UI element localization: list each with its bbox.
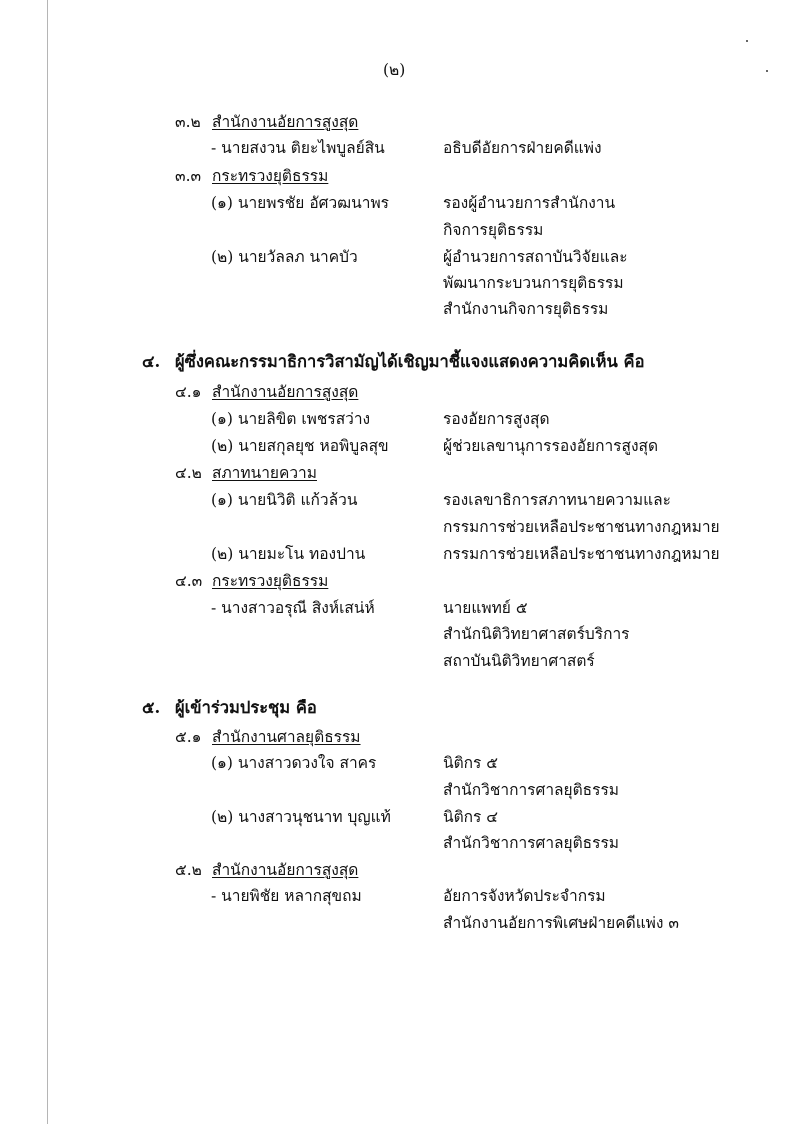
person-role: กรรมการช่วยเหลือประชาชนทางกฎหมาย (443, 545, 720, 563)
organization-heading: สำนักงานศาลยุติธรรม (212, 728, 361, 746)
organization-heading: กระทรวงยุติธรรม (212, 167, 329, 185)
page-edge-line (47, 0, 48, 1124)
person-role: รองเลขาธิการสภาทนายความและ (443, 491, 671, 509)
section-heading: ผู้ซึ่งคณะกรรมาธิการวิสามัญได้เชิญมาชี้แจงแสดงความคิดเห็น คือ (175, 352, 645, 371)
person-name: - นายพิชัย หลากสุขถม (211, 887, 362, 905)
person-name: (๒) นายวัลลภ นาคบัว (211, 248, 358, 266)
person-role: รองผู้อำนวยการสำนักงาน (443, 194, 616, 212)
person-name: (๑) นายนิวิติ แก้วล้วน (211, 491, 358, 509)
person-name: (๒) นายมะโน ทองปาน (211, 545, 366, 563)
person-role: สำนักวิชาการศาลยุติธรรม (443, 781, 620, 799)
person-name: (๒) นายสกุลยุช หอพิบูลสุข (211, 437, 389, 455)
person-name: (๑) นายลิขิต เพชรสว่าง (211, 410, 371, 428)
person-role: นิติกร ๔ (443, 808, 499, 826)
organization-heading: สภาทนายความ (212, 464, 317, 482)
person-role: สถาบันนิติวิทยาศาสตร์ (443, 652, 595, 670)
section-number: ๔.๒ (175, 464, 202, 482)
person-name: (๒) นางสาวนุชนาท บุญแท้ (211, 808, 391, 826)
section-number: ๔.๓ (175, 572, 203, 590)
section-number: ๕.๑ (175, 728, 202, 746)
scan-speck (746, 40, 748, 42)
person-role: พัฒนากระบวนการยุติธรรม (443, 274, 624, 292)
organization-heading: กระทรวงยุติธรรม (212, 572, 329, 590)
scan-speck (766, 70, 768, 72)
section-heading: ผู้เข้าร่วมประชุม คือ (175, 698, 317, 717)
person-role: สำนักวิชาการศาลยุติธรรม (443, 834, 620, 852)
section-number: ๔. (142, 352, 161, 371)
person-name: (๑) นายพรชัย อัศวฒนาพร (211, 194, 390, 212)
section-number: ๕.๒ (175, 861, 202, 879)
person-name: (๑) นางสาวดวงใจ สาคร (211, 754, 377, 772)
person-role: อธิบดีอัยการฝ่ายคดีแพ่ง (443, 139, 602, 157)
page-number: (๒) (383, 61, 406, 79)
person-role: ผู้ช่วยเลขานุการรองอัยการสูงสุด (443, 437, 659, 455)
section-number: ๓.๒ (175, 113, 201, 131)
person-role: ผู้อำนวยการสถาบันวิจัยและ (443, 248, 628, 266)
person-name: - นางสาวอรุณี สิงห์เสน่ห์ (211, 599, 375, 617)
person-role: สำนักนิติวิทยาศาสตร์บริการ (443, 625, 630, 643)
person-role: นิติกร ๕ (443, 754, 499, 772)
organization-heading: สำนักงานอัยการสูงสุด (212, 383, 359, 401)
section-number: ๔.๑ (175, 383, 202, 401)
organization-heading: สำนักงานอัยการสูงสุด (212, 113, 359, 131)
organization-heading: สำนักงานอัยการสูงสุด (212, 861, 359, 879)
person-role: กิจการยุติธรรม (443, 221, 544, 239)
section-number: ๕. (142, 698, 161, 717)
person-role: สำนักงานอัยการพิเศษฝ่ายคดีแพ่ง ๓ (443, 914, 679, 932)
person-role: รองอัยการสูงสุด (443, 410, 550, 428)
section-number: ๓.๓ (175, 167, 202, 185)
person-role: อัยการจังหวัดประจำกรม (443, 887, 606, 905)
person-role: กรรมการช่วยเหลือประชาชนทางกฎหมาย (443, 518, 720, 536)
person-role: นายแพทย์ ๕ (443, 599, 528, 617)
person-role: สำนักงานกิจการยุติธรรม (443, 300, 609, 318)
person-name: - นายสงวน ติยะไพบูลย์สิน (211, 139, 385, 157)
